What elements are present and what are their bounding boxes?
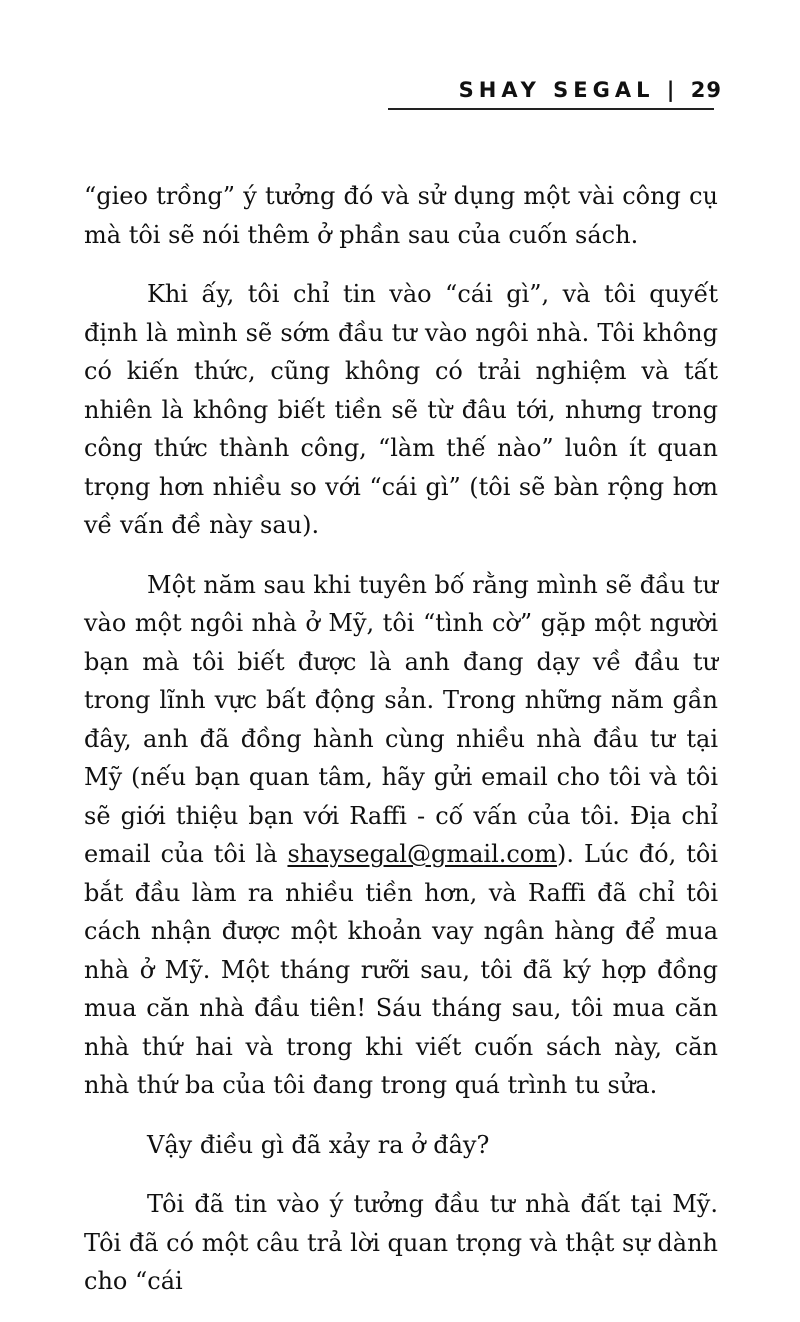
paragraph-3	[84, 566, 718, 1105]
paragraph-4: Vậy điều gì đã xảy ra ở đây?	[147, 1130, 490, 1159]
author-name: SHAY SEGAL	[458, 78, 655, 102]
header-separator: |	[666, 78, 675, 102]
paragraph-3-after-email: ). Lúc đó, tôi bắt đầu làm ra nhiều tiền hơn, và Raffi đã chỉ tôi cách nhận được một khoản vay ngân hàng để mua nhà ở Mỹ. Một tháng rưỡi sau, tôi đã ký hợp đồng mua căn nhà đầu tiên! Sáu tháng sau, tôi mua căn nhà thứ hai và trong khi viết cuốn sách này, căn nhà thứ ba của tôi đang trong quá trình tu sửa.	[84, 840, 718, 1099]
body-text	[84, 177, 718, 1322]
header-rule	[388, 108, 714, 110]
paragraph-3-before-email: Một năm sau khi tuyên bố rằng mình sẽ đầu tư vào một ngôi nhà ở Mỹ, tôi “tình cờ” gặp một người bạn mà tôi biết được là anh đang dạy về đầu tư trong lĩnh vực bất động sản. Trong những năm gần đây, anh đã đồng hành cùng nhiều nhà đầu tư tại Mỹ (nếu bạn quan tâm, hãy gửi email cho tôi và tôi sẽ giới thiệu bạn với Raffi - cố vấn của tôi. Địa chỉ email của tôi là	[84, 570, 718, 868]
paragraph-1: “gieo trồng” ý tưởng đó và sử dụng một vài công cụ mà tôi sẽ nói thêm ở phần sau của cuốn sách.	[84, 182, 718, 249]
running-header	[459, 78, 722, 102]
email-link[interactable]: shaysegal@gmail.com	[287, 840, 558, 868]
paragraph-5: Tôi đã tin vào ý tưởng đầu tư nhà đất tại Mỹ. Tôi đã có một câu trả lời quan trọng và thật sự dành cho “cái	[84, 1190, 718, 1295]
page-number: 29	[690, 78, 722, 102]
paragraph-2: Khi ấy, tôi chỉ tin vào “cái gì”, và tôi quyết định là mình sẽ sớm đầu tư vào ngôi nhà. Tôi không có kiến thức, cũng không có trải nghiệm và tất nhiên là không biết tiền sẽ từ đâu tới, nhưng trong công thức thành công, “làm thế nào” luôn ít quan trọng hơn nhiều so với “cái gì” (tôi sẽ bàn rộng hơn về vấn đề này sau).	[84, 280, 718, 539]
